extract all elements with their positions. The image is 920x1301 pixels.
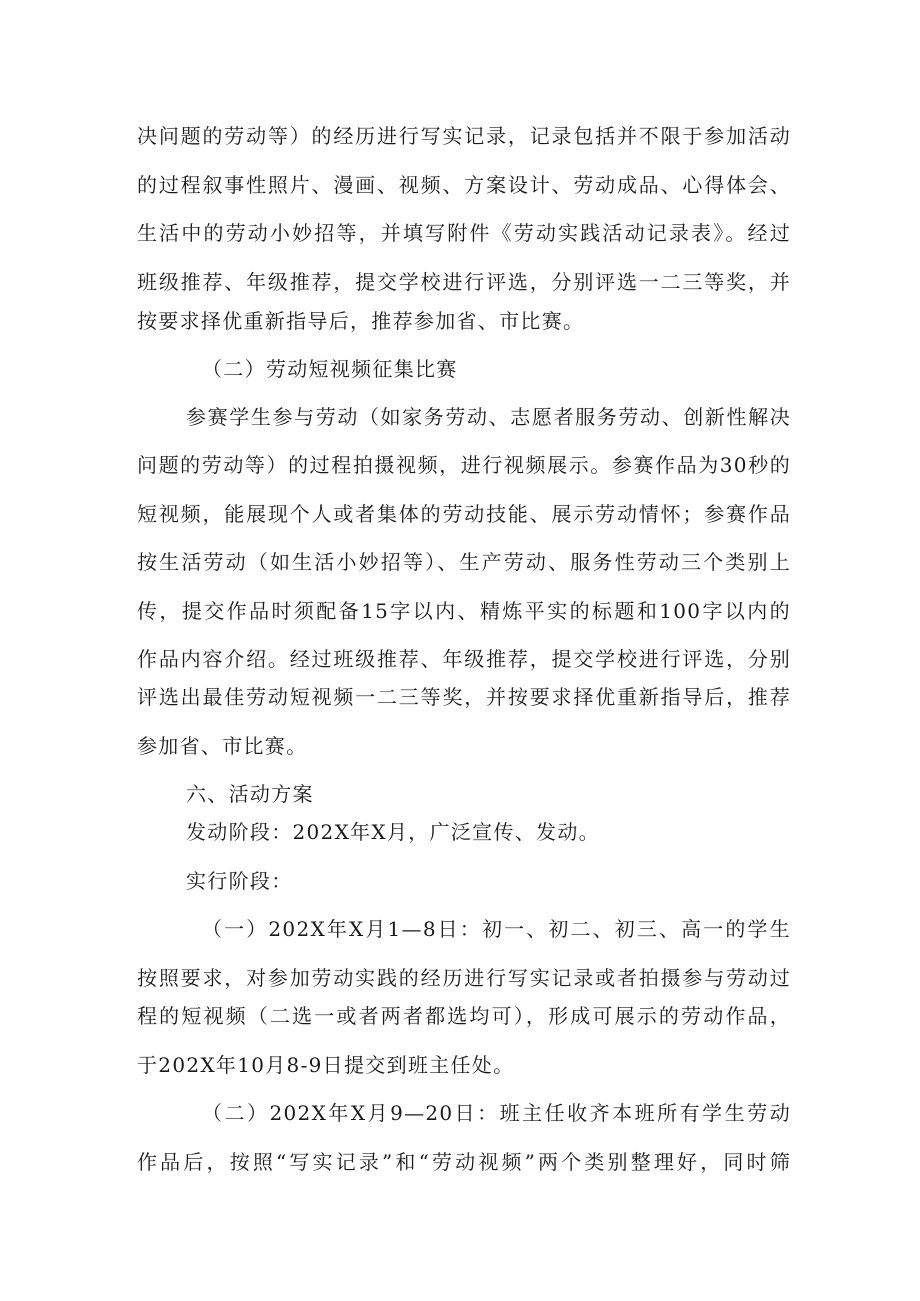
text-line: 传，提交作品时须配备15字以内、精炼平实的标题和100字以内的 <box>137 599 791 623</box>
text-line: 班级推荐、年级推荐，提交学校进行评选，分别评选一二三等奖，并 <box>137 270 791 294</box>
section-heading: （二）劳动短视频征集比赛 <box>202 357 458 381</box>
text-line: 的过程叙事性照片、漫画、视频、方案设计、劳动成品、心得体会、 <box>137 173 791 197</box>
text-line: 按要求择优重新指导后，推荐参加省、市比赛。 <box>137 309 585 333</box>
text-line: （一）202X年X月1—8日：初一、初二、初三、高一的学生 <box>202 917 791 941</box>
text-line: 参赛学生参与劳动（如家务劳动、志愿者服务劳动、创新性解决 <box>186 405 791 429</box>
text-line: 于202X年10月8-9日提交到班主任处。 <box>137 1053 515 1077</box>
text-line: 评选出最佳劳动短视频一二三等奖，并按要求择优重新指导后，推荐 <box>137 685 791 709</box>
text-line: 决问题的劳动等）的经历进行写实记录，记录包括并不限于参加活动 <box>137 124 791 148</box>
text-line: 短视频，能展现个人或者集体的劳动技能、展示劳动情怀；参赛作品 <box>137 502 791 526</box>
text-line: 按照要求，对参加劳动实践的经历进行写实记录或者拍摄参与劳动过 <box>137 966 791 990</box>
text-line: 参加省、市比赛。 <box>137 734 308 758</box>
text-line: 发动阶段：202X年X月，广泛宣传、发动。 <box>186 820 600 844</box>
text-line: 程的短视频（二选一或者两者都选均可），形成可展示的劳动作品， <box>137 1004 791 1028</box>
text-line: 按生活劳动（如生活小妙招等）、生产劳动、服务性劳动三个类别上 <box>137 550 791 574</box>
text-line: （二）202X年X月9—20日：班主任收齐本班所有学生劳动 <box>202 1101 791 1125</box>
section-heading: 六、活动方案 <box>186 782 314 806</box>
text-line: 作品后，按照“写实记录”和“劳动视频”两个类别整理好，同时筛 <box>137 1150 791 1174</box>
text-line: 生活中的劳动小妙招等，并填写附件《劳动实践活动记录表》。经过 <box>137 221 791 245</box>
text-line: 实行阶段： <box>186 869 293 893</box>
text-line: 作品内容介绍。经过班级推荐、年级推荐，提交学校进行评选，分别 <box>137 647 791 671</box>
text-line: 问题的劳动等）的过程拍摄视频，进行视频展示。参赛作品为30秒的 <box>137 453 791 477</box>
